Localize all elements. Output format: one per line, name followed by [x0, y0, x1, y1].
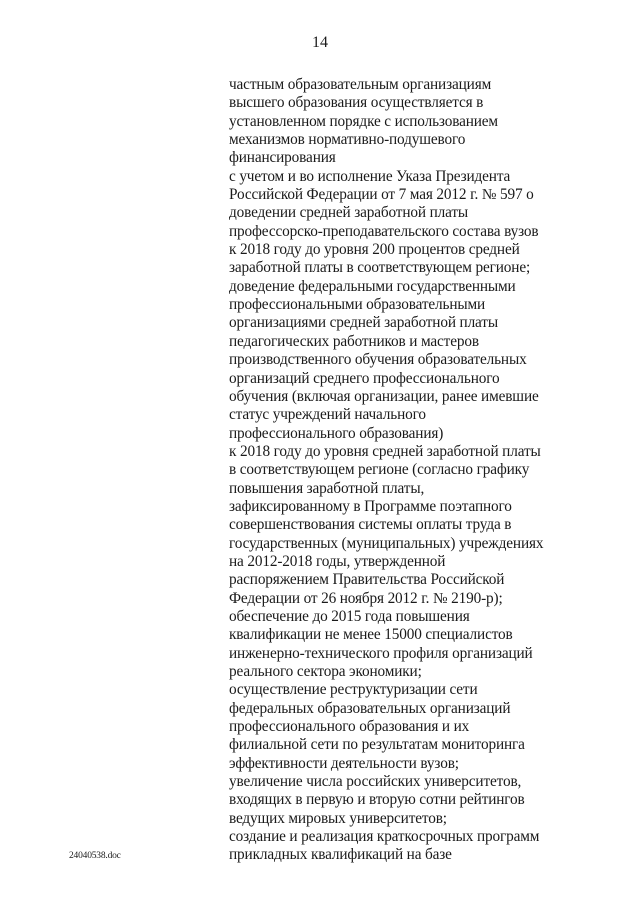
text-line: обеспечение до 2015 года повышения: [229, 607, 470, 625]
text-line: осуществление реструктуризации сети: [229, 681, 478, 699]
text-line: к 2018 году до уровня 200 процентов средней: [229, 241, 520, 259]
text-line: на 2012-2018 годы, утвержденной: [229, 552, 446, 570]
text-line: Российской Федерации от 7 мая 2012 г. № 597 о: [229, 186, 534, 204]
text-line: ведущих мировых университетов;: [229, 809, 447, 827]
text-line: установленном порядке с использованием: [229, 112, 498, 130]
text-line: филиальной сети по результатам мониторинга: [229, 736, 525, 754]
text-line: совершенствования системы оплаты труда в: [229, 516, 512, 534]
text-line: профессионального образования и их: [229, 718, 470, 736]
text-line: государственных (муниципальных) учреждениях: [229, 534, 544, 552]
text-line: квалификации не менее 15000 специалистов: [229, 626, 513, 644]
text-line: профессионального образования): [229, 424, 444, 442]
text-line: эффективности деятельности вузов;: [229, 754, 459, 772]
text-line: финансирования: [229, 149, 336, 167]
text-line: зафиксированному в Программе поэтапного: [229, 497, 512, 515]
text-line: статус учреждений начального: [229, 406, 426, 424]
text-line: прикладных квалификаций на базе: [229, 846, 452, 864]
text-line: инженерно-технического профиля организаций: [229, 644, 533, 662]
text-line: профессорско-преподавательского состава вузов: [229, 222, 539, 240]
text-line: производственного обучения образовательных: [229, 351, 527, 369]
text-line: входящих в первую и вторую сотни рейтингов: [229, 791, 525, 809]
text-line: доведении средней заработной платы: [229, 204, 469, 222]
text-line: доведение федеральными государственными: [229, 277, 516, 295]
text-line: создание и реализация краткосрочных программ: [229, 828, 540, 846]
footer-file-name: 24040538.doc: [69, 851, 121, 861]
text-line: организациями средней заработной платы: [229, 314, 498, 332]
text-line: обучения (включая организации, ранее имевшие: [229, 387, 539, 405]
text-line: высшего образования осуществляется в: [229, 94, 484, 112]
text-line: в соответствующем регионе (согласно графику: [229, 461, 530, 479]
text-line: организаций среднего профессионального: [229, 369, 500, 387]
text-line: с учетом и во исполнение Указа Президента: [229, 167, 511, 185]
text-line: реального сектора экономики;: [229, 663, 422, 680]
text-line: частным образовательным организациям: [229, 76, 492, 93]
text-line: федеральных образовательных организаций: [229, 699, 511, 717]
text-line: Федерации от 26 ноября 2012 г. № 2190-р);: [229, 589, 503, 607]
page-number: 14: [312, 34, 328, 51]
text-line: заработной платы в соответствующем регионе;: [229, 259, 531, 277]
text-line: механизмов нормативно-подушевого: [229, 131, 466, 149]
body-text: [229, 76, 559, 865]
text-line: профессиональными образовательными: [229, 296, 486, 314]
text-line: педагогических работников и мастеров: [229, 332, 479, 350]
text-line: увеличение числа российских университетов,: [229, 773, 522, 791]
text-line: повышения заработной платы,: [229, 479, 425, 497]
text-line: распоряжением Правительства Российской: [229, 571, 505, 589]
text-line: к 2018 году до уровня средней заработной платы: [229, 442, 541, 460]
